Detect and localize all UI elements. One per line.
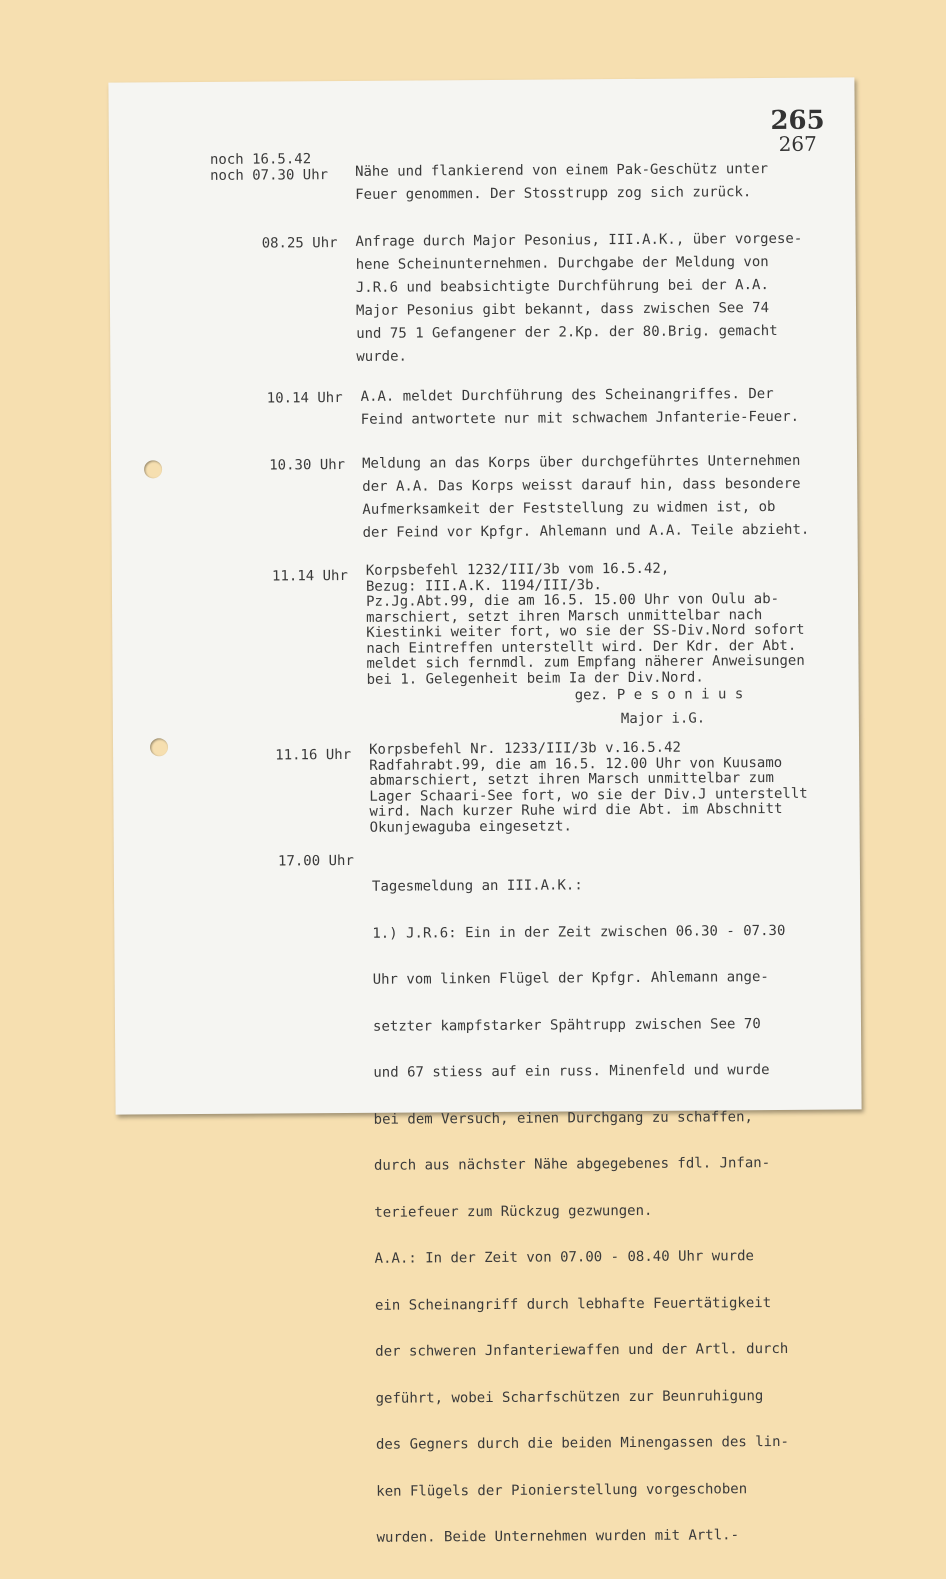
- entry-line: des Gegners durch die beiden Minengassen des lin-: [375, 1433, 789, 1453]
- entry-text: [361, 383, 800, 432]
- entry-line: marschiert, setzt ihren Marsch unmittelbar nach: [366, 606, 763, 626]
- entry-line: Kiestinki weiter fort, wo sie der SS-Div.Nord sofort: [366, 621, 805, 641]
- entry-line: Okunjewaguba eingesetzt.: [369, 817, 572, 836]
- entry-line: Tagesmeldung an III.A.K.:: [371, 877, 583, 895]
- entry-line: Aufmerksamkeit der Feststellung zu widmen ist, ob: [362, 498, 776, 518]
- entry-line: und 67 stiess auf ein russ. Minenfeld und wurde: [373, 1062, 770, 1081]
- entry-line: Pz.Jg.Abt.99, die am 16.5. 15.00 Uhr von Oulu ab-: [365, 590, 780, 610]
- entry-line: nach Eintreffen unterstellt wird. Der Kdr. der Abt.: [366, 637, 797, 657]
- entry-line: Korpsbefehl 1232/III/3b vom 16.5.42,: [365, 560, 670, 579]
- entry-text: [362, 450, 809, 545]
- entry-time: 10.14 Uhr: [266, 389, 343, 407]
- entry-line: Meldung an das Korps über durchgeführtes Unternehmen: [362, 452, 801, 472]
- entry-line: der A.A. Das Korps weisst darauf hin, dass besondere: [362, 475, 801, 495]
- entry-text: [355, 228, 803, 369]
- entry-line: Feuer genommen. Der Stosstrupp zog sich zurück.: [355, 184, 752, 203]
- entry-line: wird. Nach kurzer Ruhe wird die Abt. im Abschnitt: [369, 800, 783, 820]
- entry-line: meldet sich fernmdl. zum Empfang näherer Anweisungen: [366, 652, 805, 672]
- entry-line: setzter kampfstarker Spähtrupp zwischen See 70: [372, 1015, 761, 1035]
- page-number-primary: 265: [770, 105, 825, 136]
- entry-line: bei 1. Gelegenheit beim Ia der Div.Nord.: [366, 668, 704, 688]
- entry-line: J.R.6 und beabsichtigte Durchführung bei der A.A.: [355, 277, 769, 296]
- document-page: [108, 77, 861, 1546]
- entry-line: A.A. meldet Durchführung des Scheinangriffes. Der: [360, 385, 774, 405]
- entry-time: 11.14 Uhr: [271, 567, 348, 585]
- entry-line: Uhr vom linken Flügel der Kpfgr. Ahlemann ange-: [372, 969, 769, 988]
- entry-line: A.A.: In der Zeit von 07.00 - 08.40 Uhr wurde: [374, 1248, 754, 1267]
- entry-line: durch aus nächster Nähe abgegebenes fdl. Jnfan-: [373, 1155, 771, 1174]
- entry-line: Major Pesonius gibt bekannt, dass zwischen See 74: [355, 300, 770, 319]
- entry-line: Lager Schaari-See fort, wo sie der Div.J unterstellt: [369, 785, 808, 805]
- entry-line: Radfahrabt.99, die am 16.5. 12.00 Uhr von Kuusamo: [369, 754, 783, 774]
- signature-rank: Major i.G.: [620, 710, 706, 728]
- entry-line: hene Scheinunternehmen. Durchgabe der Meldung von: [355, 254, 769, 273]
- entry-line: Feind antwortete nur mit schwachem Jnfanterie-Feuer.: [360, 408, 800, 428]
- entry-line: der schweren Jnfanteriewaffen und der Artl. durch: [375, 1340, 789, 1360]
- page-number-secondary: 267: [778, 131, 817, 156]
- entry-line: ein Scheinangriff durch lebhafte Feuertätigkeit: [374, 1294, 772, 1314]
- entry-time: 17.00 Uhr: [277, 852, 354, 870]
- entry-line: Korpsbefehl Nr. 1233/III/3b v.16.5.42: [369, 739, 681, 758]
- entry-text: [366, 561, 805, 688]
- entry-line: bei dem Versuch, einen Durchgang zu schaffen,: [373, 1108, 753, 1128]
- entry-line: ken Flügels der Pionierstellung vorgeschoben: [376, 1480, 748, 1500]
- entry-text: [355, 158, 768, 207]
- entry-time: 11.16 Uhr: [275, 746, 352, 764]
- entry-line: Anfrage durch Major Pesonius, III.A.K., über vorgese-: [355, 230, 803, 250]
- punch-hole: [144, 460, 162, 478]
- entry-time: 10.30 Uhr: [269, 456, 346, 474]
- entry-line: teriefeuer zum Rückzug gezwungen.: [374, 1202, 653, 1221]
- punch-hole: [150, 738, 168, 756]
- entry-text: [372, 846, 790, 1577]
- entry-line: 1.) J.R.6: Ein in der Zeit zwischen 06.30 - 07.30: [372, 922, 786, 942]
- entry-line: Bezug: III.A.K. 1194/III/3b.: [365, 576, 602, 595]
- continued-date: noch 16.5.42: [209, 151, 312, 168]
- entry-line: der Feind vor Kpfgr. Ahlemann und A.A. Teile abzieht.: [362, 521, 810, 541]
- entry-line: geführt, wobei Scharfschützen zur Beunruhigung: [375, 1387, 764, 1407]
- entry-line: und 75 1 Gefangener der 2.Kp. der 80.Brig. gemacht: [356, 322, 778, 342]
- entry-line: wurde.: [356, 348, 407, 365]
- entry-line: Nähe und flankierend von einem Pak-Geschütz unter: [354, 161, 769, 180]
- signature: gez. P e s o n i u s: [574, 686, 744, 704]
- entry-time: 08.25 Uhr: [261, 235, 338, 252]
- entry-line: abmarschiert, setzt ihren Marsch unmittelbar zum: [369, 769, 774, 789]
- entry-line: wurden. Beide Unternehmen wurden mit Artl.-: [376, 1527, 740, 1546]
- continued-time: noch 07.30 Uhr: [210, 167, 329, 184]
- entry-text: [369, 740, 808, 836]
